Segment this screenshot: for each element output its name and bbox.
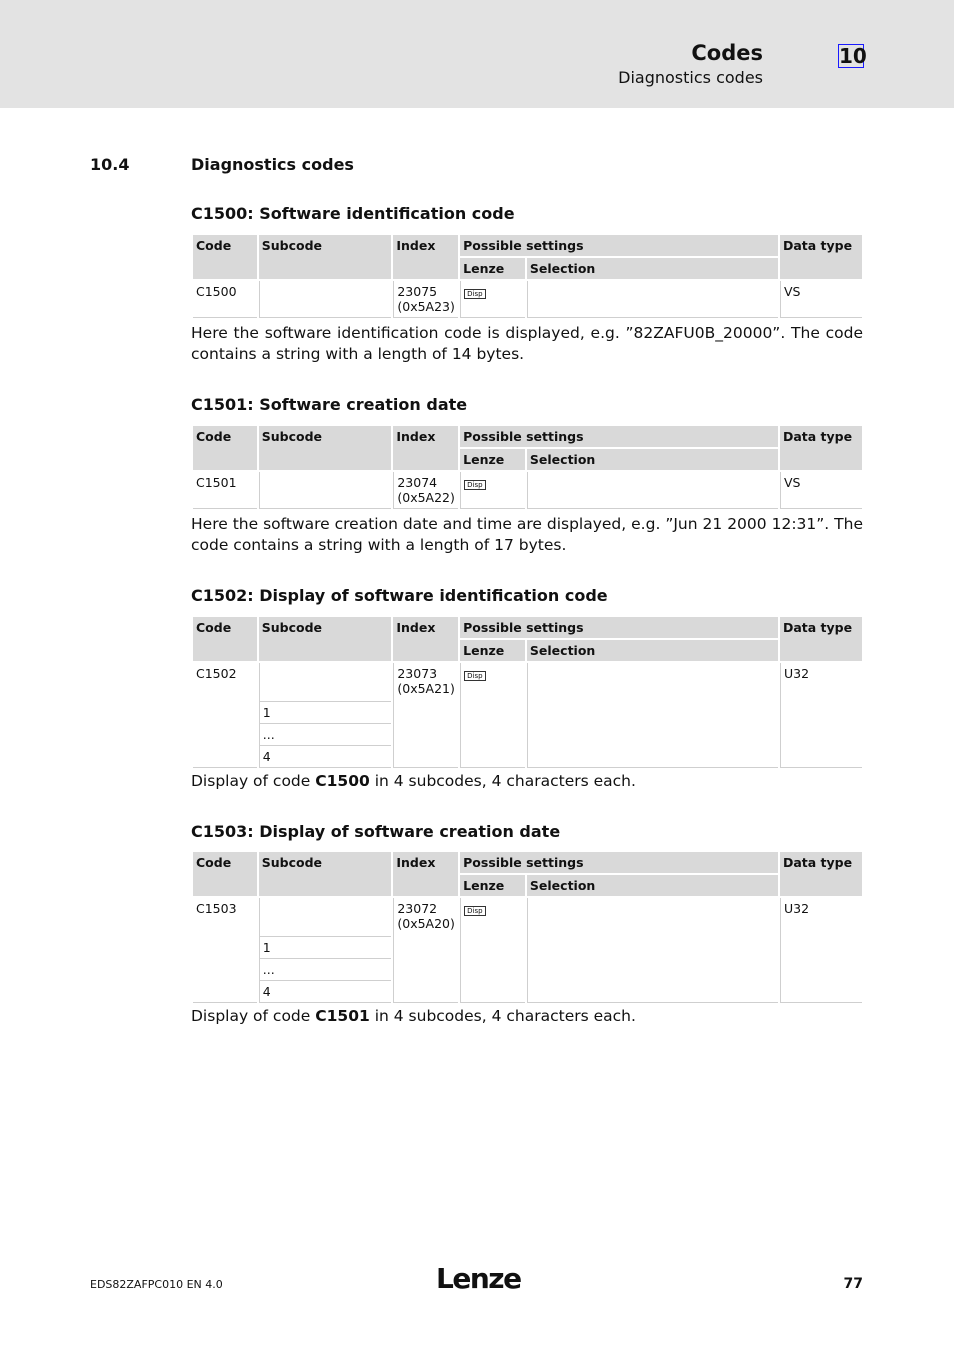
cell-subcode: 4 [259,980,392,1003]
cell-data-type: VS [780,472,862,509]
header-code: Code [193,426,257,472]
cell-lenze [460,663,525,768]
cell-subcode [259,472,392,509]
header-index: Index [393,426,458,472]
cell-selection [527,898,778,1003]
header-lenze: Lenze [460,875,525,898]
code-table-c1502 [191,617,864,768]
header-data-type: Data type [780,617,862,663]
code-heading-c1503: C1503: Display of software creation date [191,822,561,841]
lenze-logo: Lenze [436,1262,521,1295]
code-table-c1503 [191,852,864,1003]
cell-index: 23073 (0x5A21) [393,663,458,768]
cell-subcode: ... [259,723,392,745]
code-table-c1501 [191,426,864,509]
header-index: Index [393,852,458,898]
header-index: Index [393,235,458,281]
code-heading-c1502: C1502: Display of software identification code [191,586,608,605]
document-id: EDS82ZAFPC010 EN 4.0 [90,1278,223,1291]
description-c1500: Here the software identification code is displayed, e.g. ”82ZAFU0B_20000”. The code contains a string with a length of 14 bytes. [191,324,863,363]
page-number: 77 [843,1276,863,1292]
code-heading-c1501: C1501: Software creation date [191,395,468,414]
cell-index: 23072 (0x5A20) [393,898,458,1003]
header-data-type: Data type [780,235,862,281]
cell-index: 23074 (0x5A22) [393,472,458,509]
cell-selection [527,663,778,768]
cell-code: C1503 [193,898,257,1003]
display-only-icon: Disp [464,906,485,916]
header-index: Index [393,617,458,663]
header-subcode: Subcode [259,235,392,281]
section-title: Diagnostics codes [191,155,354,174]
header-possible-settings: Possible settings [460,852,778,875]
cell-lenze [460,472,525,509]
header-subcode: Subcode [259,617,392,663]
header-lenze: Lenze [460,258,525,281]
table-row [193,281,862,318]
header-code: Code [193,852,257,898]
header-subcode: Subcode [259,426,392,472]
display-only-icon: Disp [464,671,485,681]
cell-subcode [259,898,392,936]
header-lenze: Lenze [460,640,525,663]
page-header [0,0,954,108]
cell-lenze [460,898,525,1003]
header-possible-settings: Possible settings [460,617,778,640]
table-row [193,472,862,509]
description-c1501: Here the software creation date and time are displayed, e.g. ”Jun 21 2000 12:31”. The code contains a string with a length of 17 bytes. [191,515,863,554]
description-c1503: Display of code C1501 in 4 subcodes, 4 characters each. [191,1007,636,1025]
cell-code: C1500 [193,281,257,318]
cell-data-type: VS [780,281,862,318]
cell-index: 23075 (0x5A23) [393,281,458,318]
code-table-c1500 [191,235,864,318]
header-possible-settings: Possible settings [460,426,778,449]
cell-data-type: U32 [780,898,862,1003]
header-selection: Selection [527,449,778,472]
header-possible-settings: Possible settings [460,235,778,258]
header-code: Code [193,235,257,281]
cell-subcode: 1 [259,701,392,723]
cell-subcode [259,663,392,701]
cell-subcode: 1 [259,936,392,958]
cell-subcode: 4 [259,745,392,768]
cell-selection [527,281,778,318]
table-row [193,898,862,936]
header-selection: Selection [527,640,778,663]
header-data-type: Data type [780,426,862,472]
cell-data-type: U32 [780,663,862,768]
description-c1502: Display of code C1500 in 4 subcodes, 4 characters each. [191,772,636,790]
cell-code: C1502 [193,663,257,768]
chapter-number-link[interactable]: 10 [839,44,867,68]
cell-lenze [460,281,525,318]
chapter-title: Codes [691,41,763,65]
header-subcode: Subcode [259,852,392,898]
section-number: 10.4 [90,155,130,174]
cell-code: C1501 [193,472,257,509]
table-row [193,663,862,701]
header-code: Code [193,617,257,663]
code-heading-c1500: C1500: Software identification code [191,204,515,223]
header-selection: Selection [527,875,778,898]
cell-subcode: ... [259,958,392,980]
display-only-icon: Disp [464,289,485,299]
cell-selection [527,472,778,509]
cell-subcode [259,281,392,318]
display-only-icon: Disp [464,480,485,490]
header-lenze: Lenze [460,449,525,472]
header-data-type: Data type [780,852,862,898]
chapter-subtitle: Diagnostics codes [618,68,763,87]
header-selection: Selection [527,258,778,281]
